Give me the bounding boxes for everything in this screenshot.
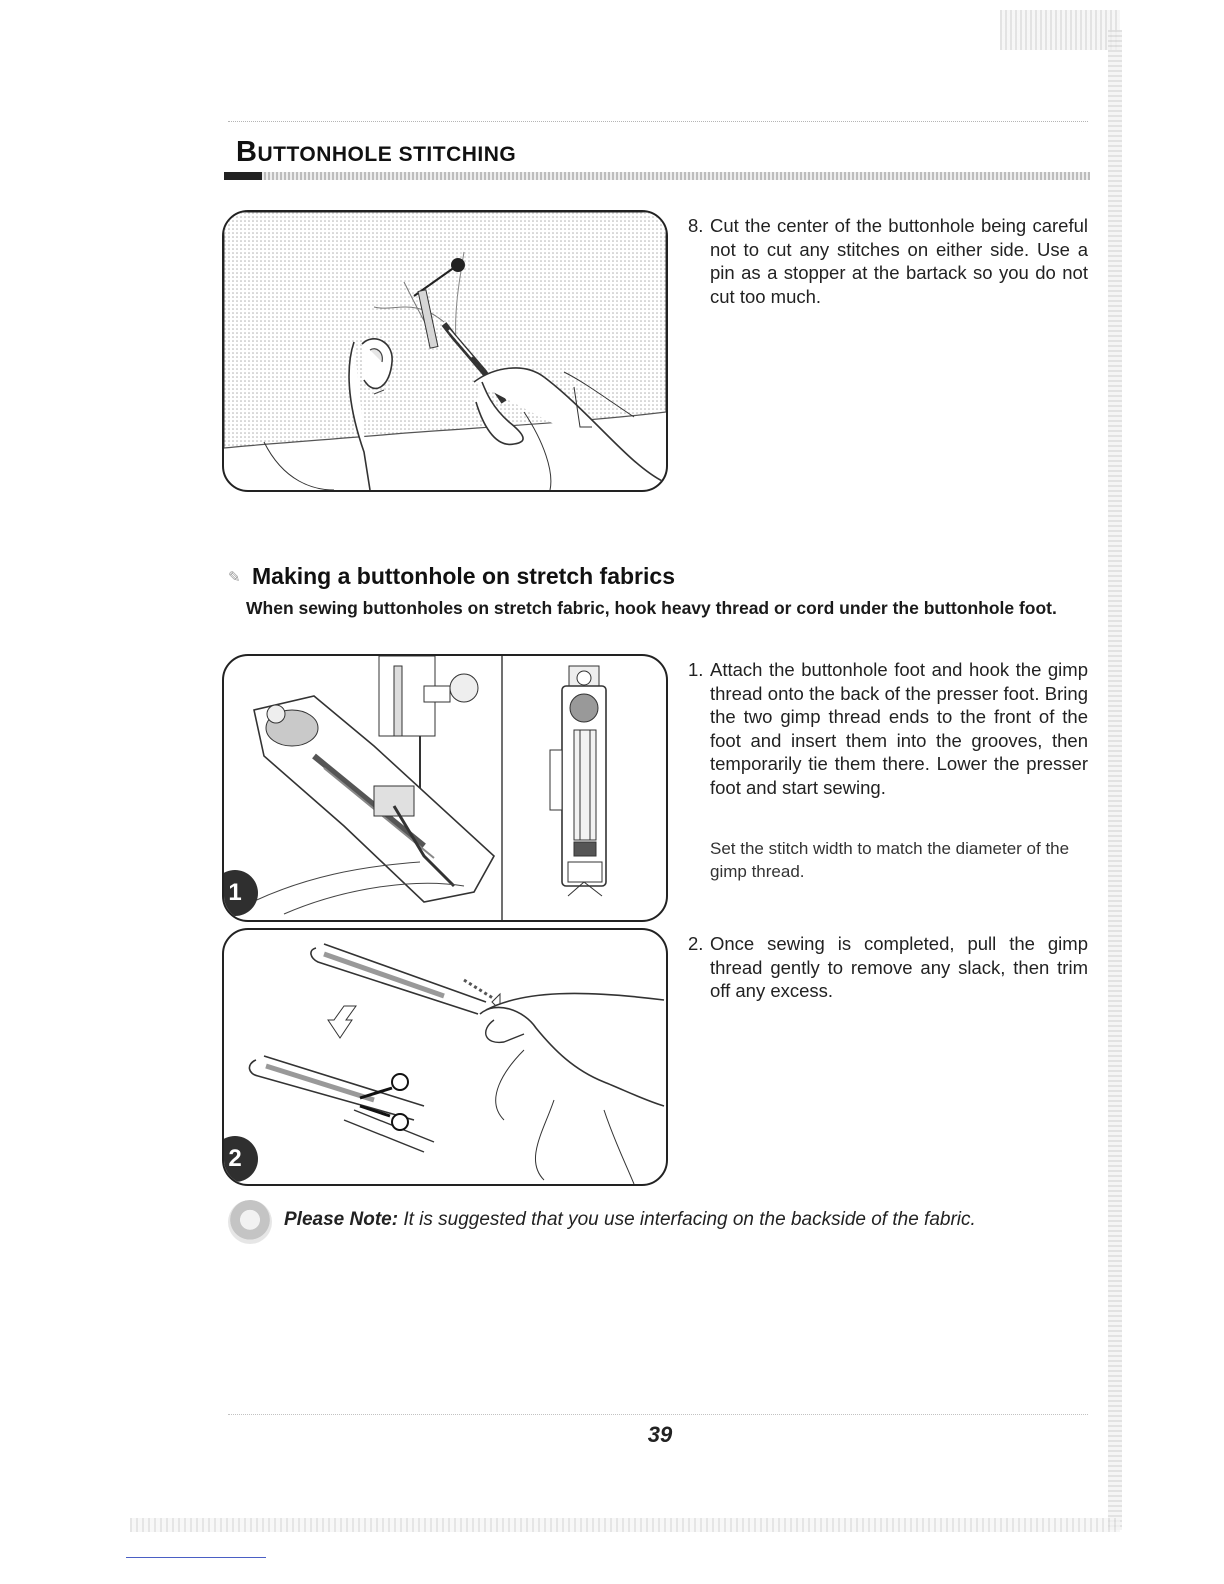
please-note-icon	[228, 1200, 272, 1244]
top-dotted-rule	[228, 121, 1088, 123]
cut-buttonhole-illustration	[224, 212, 666, 490]
step-2-body: Once sewing is completed, pull the gimp thread gently to remove any slack, then trim off any excess.	[710, 933, 1088, 1001]
step-8-number: 8.	[688, 215, 704, 236]
trim-gimp-illustration	[224, 930, 666, 1184]
stretch-section-heading: Making a buttonhole on stretch fabrics	[252, 563, 675, 589]
bottom-dotted-rule	[228, 1414, 1088, 1415]
section-title-part-2: STITCHING	[398, 143, 517, 166]
please-note-text: It is suggested that you use interfacing on the backside of the fabric.	[398, 1209, 976, 1230]
figure-2-badge: 2	[222, 1136, 258, 1182]
figure-1-badge: 1	[222, 870, 258, 916]
page-edge-shadow-right	[1108, 30, 1122, 1530]
page-edge-shadow-top	[1000, 10, 1120, 50]
step-1-number: 1.	[688, 659, 704, 680]
section-title-rule	[224, 172, 1090, 180]
step-8-text	[688, 214, 1088, 308]
step-1-note: Set the stitch width to match the diameter of the gimp thread.	[710, 839, 1070, 881]
please-note	[284, 1209, 976, 1231]
step-2-number: 2.	[688, 933, 704, 954]
link-underline	[126, 1557, 266, 1558]
page-edge-shadow-bottom	[130, 1518, 1120, 1532]
step-2-text	[688, 932, 1088, 1003]
figure-step-1	[222, 654, 668, 922]
step-1-body: Attach the buttonhole foot and hook the gimp thread onto the back of the presser foot. Bring the two gimp thread ends to the front of the foot and insert them into the grooves, then temporarily tie them there. Lower the presser foot and start sewing.	[710, 659, 1088, 798]
section-title-initial: B	[236, 136, 258, 168]
buttonhole-foot-illustration	[224, 656, 666, 920]
section-title-part-1: UTTONHOLE	[257, 143, 399, 166]
please-note-label: Please Note:	[284, 1209, 399, 1230]
section-title	[236, 136, 516, 169]
figure-step-2	[222, 928, 668, 1186]
page-number: 39	[647, 1422, 673, 1447]
step-1-text	[688, 658, 1088, 799]
section-bullet-icon: ✎	[228, 569, 241, 586]
step-8-body: Cut the center of the buttonhole being careful not to cut any stitches on either side. Use a pin as a stopper at the bartack so you do not cut too much.	[710, 215, 1088, 307]
stretch-section-intro: When sewing buttonholes on stretch fabric, hook heavy thread or cord under the buttonhole foot.	[246, 598, 1057, 618]
figure-cut-buttonhole	[222, 210, 668, 492]
